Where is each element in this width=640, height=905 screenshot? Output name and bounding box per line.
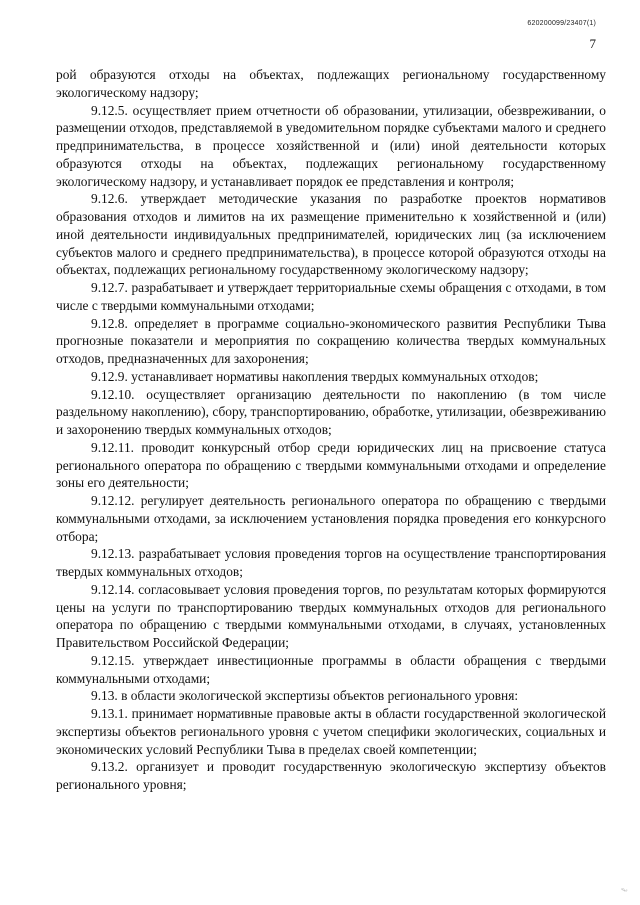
- paragraph-9-12-8: 9.12.8. определяет в программе социально-экономического развития Республики Тыва прогнозные показатели и мероприятия по сокращению количества твердых коммунальных отходов, предназначенных для захоронения;: [56, 315, 606, 366]
- paragraph-9-13-2: 9.13.2. организует и проводит государственную экологическую экспертизу объектов регионального уровня;: [56, 759, 606, 792]
- paragraph-9-12-7: 9.12.7. разрабатывает и утверждает территориальные схемы обращения с отходами, в том числе с твердыми коммунальными отходами;: [56, 280, 606, 313]
- paragraph-9-12-15: 9.12.15. утверждает инвестиционные программы в области обращения с твердыми коммунальными отходами;: [56, 652, 606, 686]
- paragraph-continued: рой образуются отходы на объектах, подлежащих региональному государственному экологическому надзору;: [56, 67, 606, 100]
- page-number: 7: [589, 36, 596, 51]
- paragraph-9-13-1: 9.13.1. принимает нормативные правовые акты в области государственной экологической экспертизы объектов регионального уровня с учетом специфики экологических, социальных и экономических условий Республики Тыва в пределах своей компетенции;: [56, 706, 606, 757]
- paragraph-9-12-6: 9.12.6. утверждает методические указания по разработке проектов нормативов образования отходов и лимитов на их размещение применительно к хозяйственной и (или) иной деятельности индивидуальных предпринимателей, юридических лиц (за исключением субъектов малого и среднего предпринимательства), в процессе которой образуются отходы на объектах, подлежащих региональному государственному экологическому надзору;: [56, 191, 606, 278]
- paragraph-9-12-12: 9.12.12. регулирует деятельность регионального оператора по обращению с твердыми коммунальными отходами, за исключением установления порядка проведения его конкурсного отбора;: [56, 493, 606, 544]
- paragraph-9-12-9: 9.12.9. устанавливает нормативы накопления твердых коммунальных отходов;: [91, 368, 539, 384]
- paragraph-9-12-13: 9.12.13. разрабатывает условия проведения торгов на осуществление транспортирования твердых коммунальных отходов;: [56, 546, 606, 579]
- paragraph-9-12-11: 9.12.11. проводит конкурсный отбор среди юридических лиц на присвоение статуса регионального оператора по обращению с твердыми коммунальными отходами и определение зоны его деятельности;: [56, 439, 606, 491]
- corner-pencil-mark: ℓ: [618, 886, 630, 894]
- document-body: [56, 66, 606, 794]
- paragraph-9-13: 9.13. в области экологической экспертизы объектов регионального уровня:: [91, 688, 519, 704]
- paragraph-9-12-14: 9.12.14. согласовывает условия проведения торгов, по результатам которых формируются цены на услуги по транспортированию твердых коммунальных отходов для регионального оператора по обращению с твердыми коммунальными отходами, в случаях, установленных Правительством Российской Федерации;: [56, 581, 606, 650]
- document-code: 620200099/23407(1): [527, 20, 596, 27]
- paragraph-9-12-10: 9.12.10. осуществляет организацию деятельности по накоплению (в том числе раздельному накоплению), сбору, транспортированию, обработке, утилизации, обезвреживанию и захоронению твердых коммунальных отходов;: [56, 386, 606, 437]
- paragraph-9-12-5: 9.12.5. осуществляет прием отчетности об образовании, утилизации, обезвреживании, о размещении отходов, представляемой в уведомительном порядке субъектами малого и среднего предпринимательства, в процессе хозяйственной и (или) иной деятельности которых образуются отходы на объектах, подлежащих региональному государственному экологическому надзору, и устанавливает порядок ее представления и контроля;: [56, 102, 606, 189]
